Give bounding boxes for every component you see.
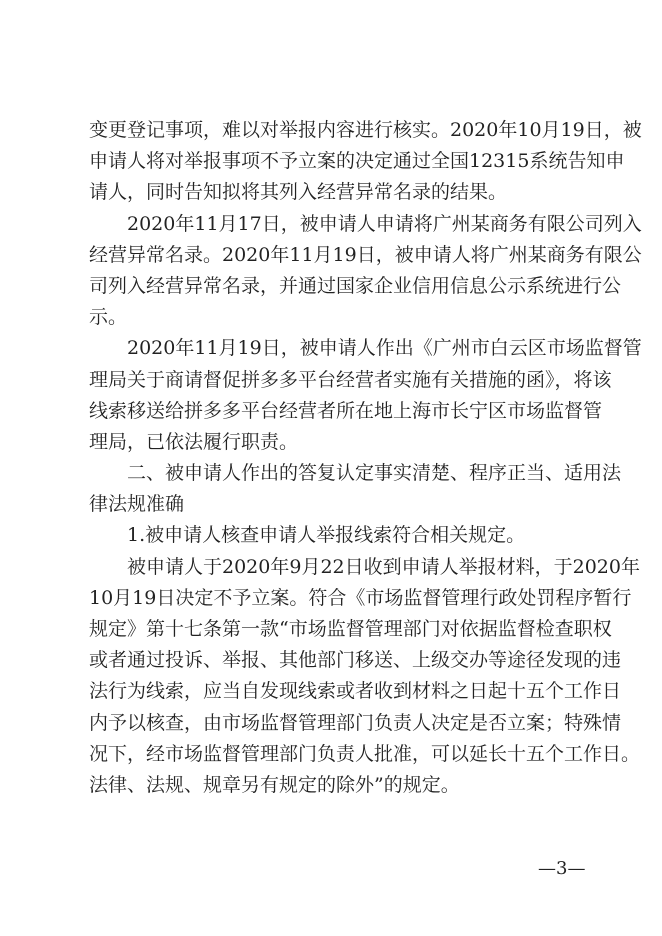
- text-line: 被申请人于2020年9月22日收到申请人举报材料，于2020年: [127, 555, 640, 578]
- text-line: 二、被申请人作出的答复认定事实清楚、程序正当、适用法: [127, 462, 622, 485]
- text-line: 示。: [89, 306, 128, 329]
- text-line: 理局，已依法履行职责。: [89, 430, 299, 453]
- page-number: —3—: [538, 858, 586, 879]
- text-line: 线索移送给拼多多平台经营者所在地上海市长宁区市场监督管: [89, 399, 603, 422]
- text-line: 况下，经市场监督管理部门负责人批准，可以延长十五个工作日。: [89, 742, 641, 765]
- text-line: 请人，同时告知拟将其列入经营异常名录的结果。: [89, 181, 508, 204]
- document-body: [89, 115, 642, 801]
- text-line: 变更登记事项，难以对举报内容进行核实。2020年10月19日，被: [89, 119, 642, 141]
- text-line: 或者通过投诉、举报、其他部门移送、上级交办等途径发现的违: [89, 649, 622, 672]
- text-line: 司列入经营异常名录，并通过国家企业信用信息公示系统进行公: [89, 274, 622, 297]
- text-line: 规定》第十七条第一款“市场监督管理部门对依据监督检查职权: [89, 618, 612, 640]
- text-line: 1.被申请人核查申请人举报线索符合相关规定。: [127, 524, 526, 547]
- text-line: 10月19日决定不予立案。符合《市场监督管理行政处罚程序暂行: [89, 586, 632, 609]
- text-line: 2020年11月17日，被申请人申请将广州某商务有限公司列入: [127, 212, 642, 235]
- text-line: 内予以核查，由市场监督管理部门负责人决定是否立案；特殊情: [89, 711, 622, 734]
- text-line: 申请人将对举报事项不予立案的决定通过全国12315系统告知申: [89, 150, 625, 173]
- text-line: 律法规准确: [89, 493, 185, 516]
- text-line: 理局关于商请督促拼多多平台经营者实施有关措施的函》，将该: [89, 368, 612, 391]
- text-line: 经营异常名录。2020年11月19日，被申请人将广州某商务有限公: [89, 243, 642, 266]
- text-line: 法行为线索，应当自发现线索或者收到材料之日起十五个工作日: [89, 680, 622, 703]
- text-line: 法律、法规、规章另有规定的除外”的规定。: [89, 773, 460, 796]
- text-line: 2020年11月19日，被申请人作出《广州市白云区市场监督管: [127, 337, 642, 360]
